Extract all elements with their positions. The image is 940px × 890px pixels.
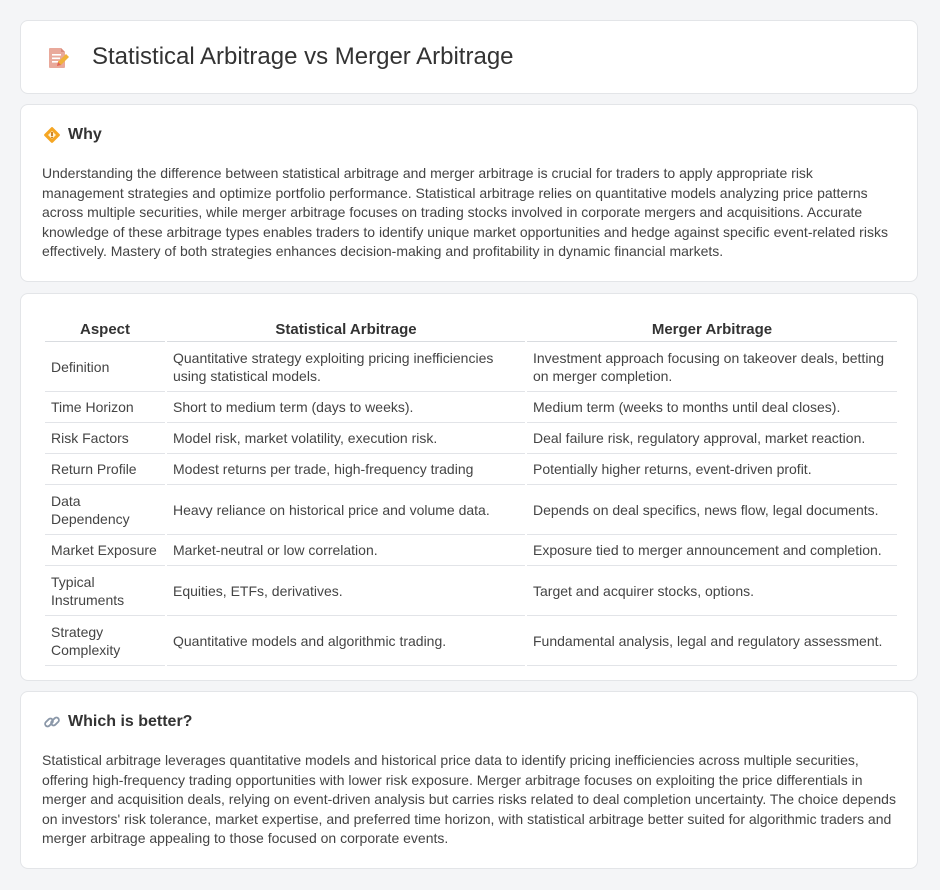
row-merger-arbitrage: Investment approach focusing on takeover deals, betting on merger completion. xyxy=(527,342,897,392)
row-statistical-arbitrage: Heavy reliance on historical price and volume data. xyxy=(167,485,525,535)
document-pencil-icon xyxy=(47,46,71,70)
table-row xyxy=(45,535,897,566)
row-aspect: Risk Factors xyxy=(45,423,165,454)
row-statistical-arbitrage: Short to medium term (days to weeks). xyxy=(167,392,525,423)
row-statistical-arbitrage: Modest returns per trade, high-frequency trading xyxy=(167,454,525,485)
why-section xyxy=(20,104,918,282)
row-merger-arbitrage: Exposure tied to merger announcement and completion. xyxy=(527,535,897,566)
table-row xyxy=(45,342,897,392)
which-is-better-text: Statistical arbitrage leverages quantitative models and historical price data to identify pricing inefficiencies across multiple securities, offering high-frequency trading opportunities with lower risk exposure. Merger arbitrage focuses on exploiting the price differentials in merger and acquisition deals, relying on event-driven analysis but carries risks related to deal completion uncertainty. The choice depends on investors' risk tolerance, market expertise, and preferred time horizon, with statistical arbitrage better suited for algorithmic traders and merger arbitrage appealing to those focused on corporate events. xyxy=(42,752,896,847)
comparison-table-card xyxy=(20,293,918,681)
table-header-row xyxy=(45,314,897,342)
row-statistical-arbitrage: Model risk, market volatility, execution risk. xyxy=(167,423,525,454)
table-row xyxy=(45,423,897,454)
column-header-aspect: Aspect xyxy=(45,314,165,342)
table-row xyxy=(45,566,897,616)
table-row xyxy=(45,454,897,485)
row-merger-arbitrage: Depends on deal specifics, news flow, legal documents. xyxy=(527,485,897,535)
table-row xyxy=(45,392,897,423)
column-header-merger-arbitrage: Merger Arbitrage xyxy=(527,314,897,342)
which-is-better-heading: Which is better? xyxy=(68,713,193,730)
row-merger-arbitrage: Target and acquirer stocks, options. xyxy=(527,566,897,616)
why-text: Understanding the difference between statistical arbitrage and merger arbitrage is crucial for traders to apply appropriate risk management strategies and optimize portfolio performance. Statistical arbitrage relies on quantitative models analyzing price patterns across multiple securities, while merger arbitrage focuses on trading stocks involved in corporate mergers and acquisitions. Accurate knowledge of these arbitrage types enables traders to identify unique market opportunities and hedge against specific event-related risks effectively. Mastery of both strategies enhances decision-making and profitability in dynamic financial markets. xyxy=(42,165,888,260)
which-is-better-section xyxy=(20,691,918,869)
row-merger-arbitrage: Potentially higher returns, event-driven profit. xyxy=(527,454,897,485)
why-heading: Why xyxy=(68,126,102,143)
row-aspect: Strategy Complexity xyxy=(45,616,165,666)
table-row xyxy=(45,616,897,666)
diamond-warning-icon xyxy=(43,126,61,144)
row-merger-arbitrage: Medium term (weeks to months until deal closes). xyxy=(527,392,897,423)
row-aspect: Definition xyxy=(45,342,165,392)
row-statistical-arbitrage: Quantitative models and algorithmic trading. xyxy=(167,616,525,666)
comparison-table xyxy=(43,314,899,666)
page-title: Statistical Arbitrage vs Merger Arbitrage xyxy=(92,43,514,70)
row-aspect: Market Exposure xyxy=(45,535,165,566)
row-merger-arbitrage: Deal failure risk, regulatory approval, market reaction. xyxy=(527,423,897,454)
row-aspect: Typical Instruments xyxy=(45,566,165,616)
row-merger-arbitrage: Fundamental analysis, legal and regulatory assessment. xyxy=(527,616,897,666)
row-aspect: Data Dependency xyxy=(45,485,165,535)
row-statistical-arbitrage: Quantitative strategy exploiting pricing inefficiencies using statistical models. xyxy=(167,342,525,392)
table-row xyxy=(45,485,897,535)
row-aspect: Time Horizon xyxy=(45,392,165,423)
row-statistical-arbitrage: Equities, ETFs, derivatives. xyxy=(167,566,525,616)
header-card xyxy=(20,20,918,94)
column-header-statistical-arbitrage: Statistical Arbitrage xyxy=(167,314,525,342)
row-statistical-arbitrage: Market-neutral or low correlation. xyxy=(167,535,525,566)
row-aspect: Return Profile xyxy=(45,454,165,485)
link-icon xyxy=(43,713,61,731)
